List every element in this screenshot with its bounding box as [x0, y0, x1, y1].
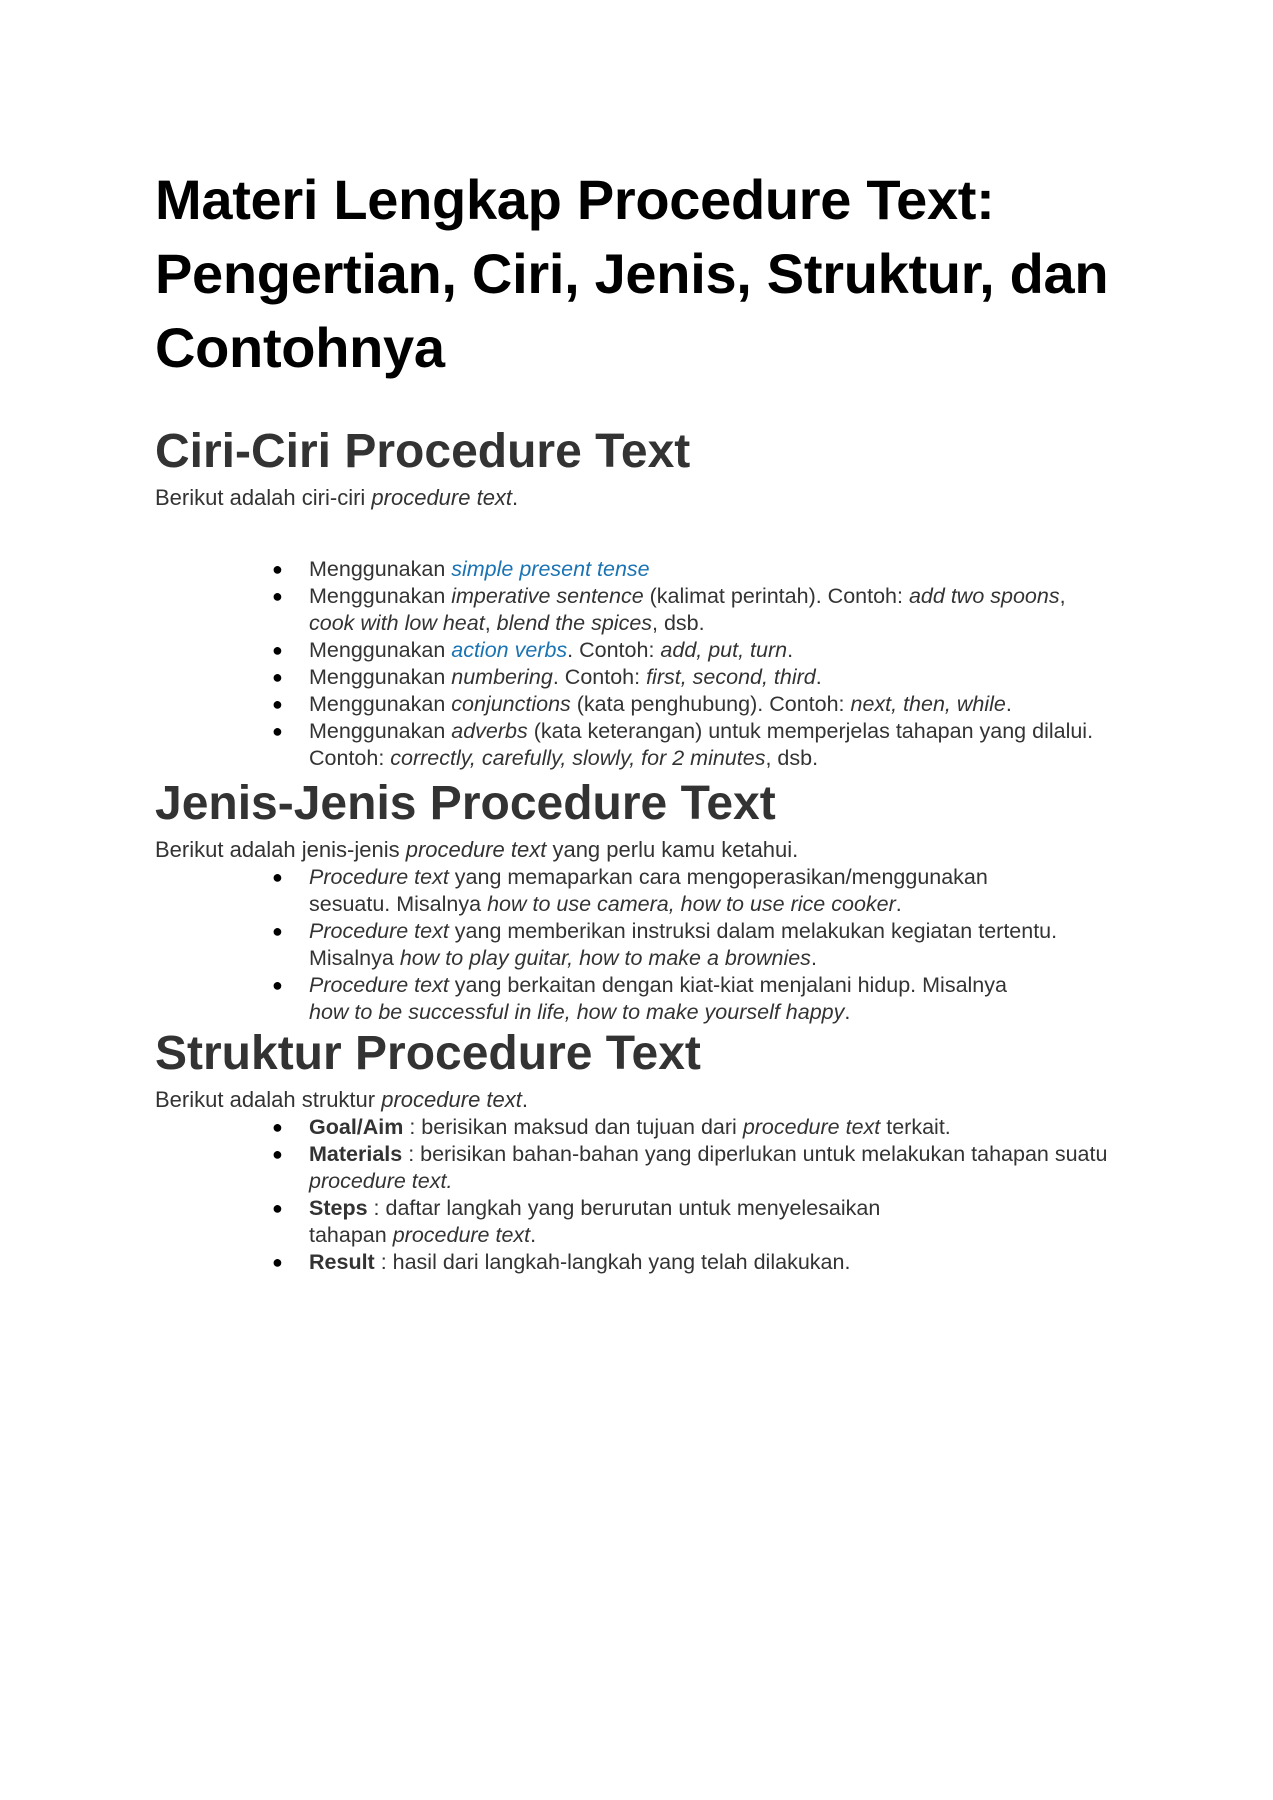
- link-action-verbs[interactable]: action verbs: [451, 638, 568, 662]
- section-heading-jenis: Jenis-Jenis Procedure Text: [155, 777, 776, 830]
- section-heading-ciri: Ciri-Ciri Procedure Text: [155, 425, 691, 478]
- section-heading-struktur: Struktur Procedure Text: [155, 1027, 701, 1080]
- list-item: ● Menggunakan imperative sentence (kalimat perintah). Contoh: add two spoons, cook with low heat, blend the spices, dsb.: [272, 584, 1066, 635]
- list-item: ● Materials : berisikan bahan-bahan yang diperlukan untuk melakukan tahapan suatu procedure text.: [272, 1142, 1108, 1193]
- bullet-icon: ●: [272, 1144, 283, 1164]
- page-title: Materi Lengkap Procedure Text: Pengertian, Ciri, Jenis, Struktur, dan Contohnya: [155, 168, 1109, 379]
- ciri-list: [155, 556, 1145, 772]
- bullet-icon: ●: [272, 559, 283, 579]
- struktur-list: [155, 1114, 1145, 1276]
- section-intro-ciri: Berikut adalah ciri-ciri procedure text.: [155, 485, 519, 510]
- list-item: ● Procedure text yang memberikan instruksi dalam melakukan kegiatan tertentu. Misalnya how to play guitar, how to make a brownies.: [272, 919, 1058, 970]
- list-item: ● Menggunakan simple present tense: [272, 557, 650, 581]
- link-simple-present-tense[interactable]: simple present tense: [451, 557, 650, 581]
- jenis-list: [155, 864, 1145, 1026]
- bullet-icon: ●: [272, 640, 283, 660]
- section-intro-struktur: Berikut adalah struktur procedure text.: [155, 1087, 528, 1112]
- list-item: ● Goal/Aim : berisikan maksud dan tujuan dari procedure text terkait.: [272, 1115, 951, 1139]
- bullet-icon: ●: [272, 694, 283, 714]
- list-item: ● Menggunakan action verbs. Contoh: add, put, turn.: [272, 638, 794, 662]
- bullet-icon: ●: [272, 1117, 283, 1137]
- bullet-icon: ●: [272, 921, 283, 941]
- bullet-icon: ●: [272, 667, 283, 687]
- section-intro-jenis: Berikut adalah jenis-jenis procedure text yang perlu kamu ketahui.: [155, 837, 799, 862]
- bullet-icon: ●: [272, 586, 283, 606]
- bullet-icon: ●: [272, 721, 283, 741]
- bullet-icon: ●: [272, 975, 283, 995]
- bullet-icon: ●: [272, 1198, 283, 1218]
- list-item: ● Steps : daftar langkah yang berurutan untuk menyelesaikan tahapan procedure text.: [272, 1196, 881, 1247]
- list-item: ● Menggunakan numbering. Contoh: first, second, third.: [272, 665, 822, 689]
- bullet-icon: ●: [272, 1252, 283, 1272]
- list-item: ● Menggunakan adverbs (kata keterangan) untuk memperjelas tahapan yang dilalui. Contoh: correctly, carefully, slowly, for 2 minutes, dsb.: [272, 719, 1094, 770]
- list-item: ● Procedure text yang berkaitan dengan kiat-kiat menjalani hidup. Misalnya how to be successful in life, how to make yourself happy.: [272, 973, 1007, 1024]
- bullet-icon: ●: [272, 867, 283, 887]
- list-item: ● Procedure text yang memaparkan cara mengoperasikan/menggunakan sesuatu. Misalnya how to use camera, how to use rice cooker.: [272, 865, 988, 916]
- list-item: ● Result : hasil dari langkah-langkah yang telah dilakukan.: [272, 1250, 851, 1274]
- list-item: ● Menggunakan conjunctions (kata penghubung). Contoh: next, then, while.: [272, 692, 1012, 716]
